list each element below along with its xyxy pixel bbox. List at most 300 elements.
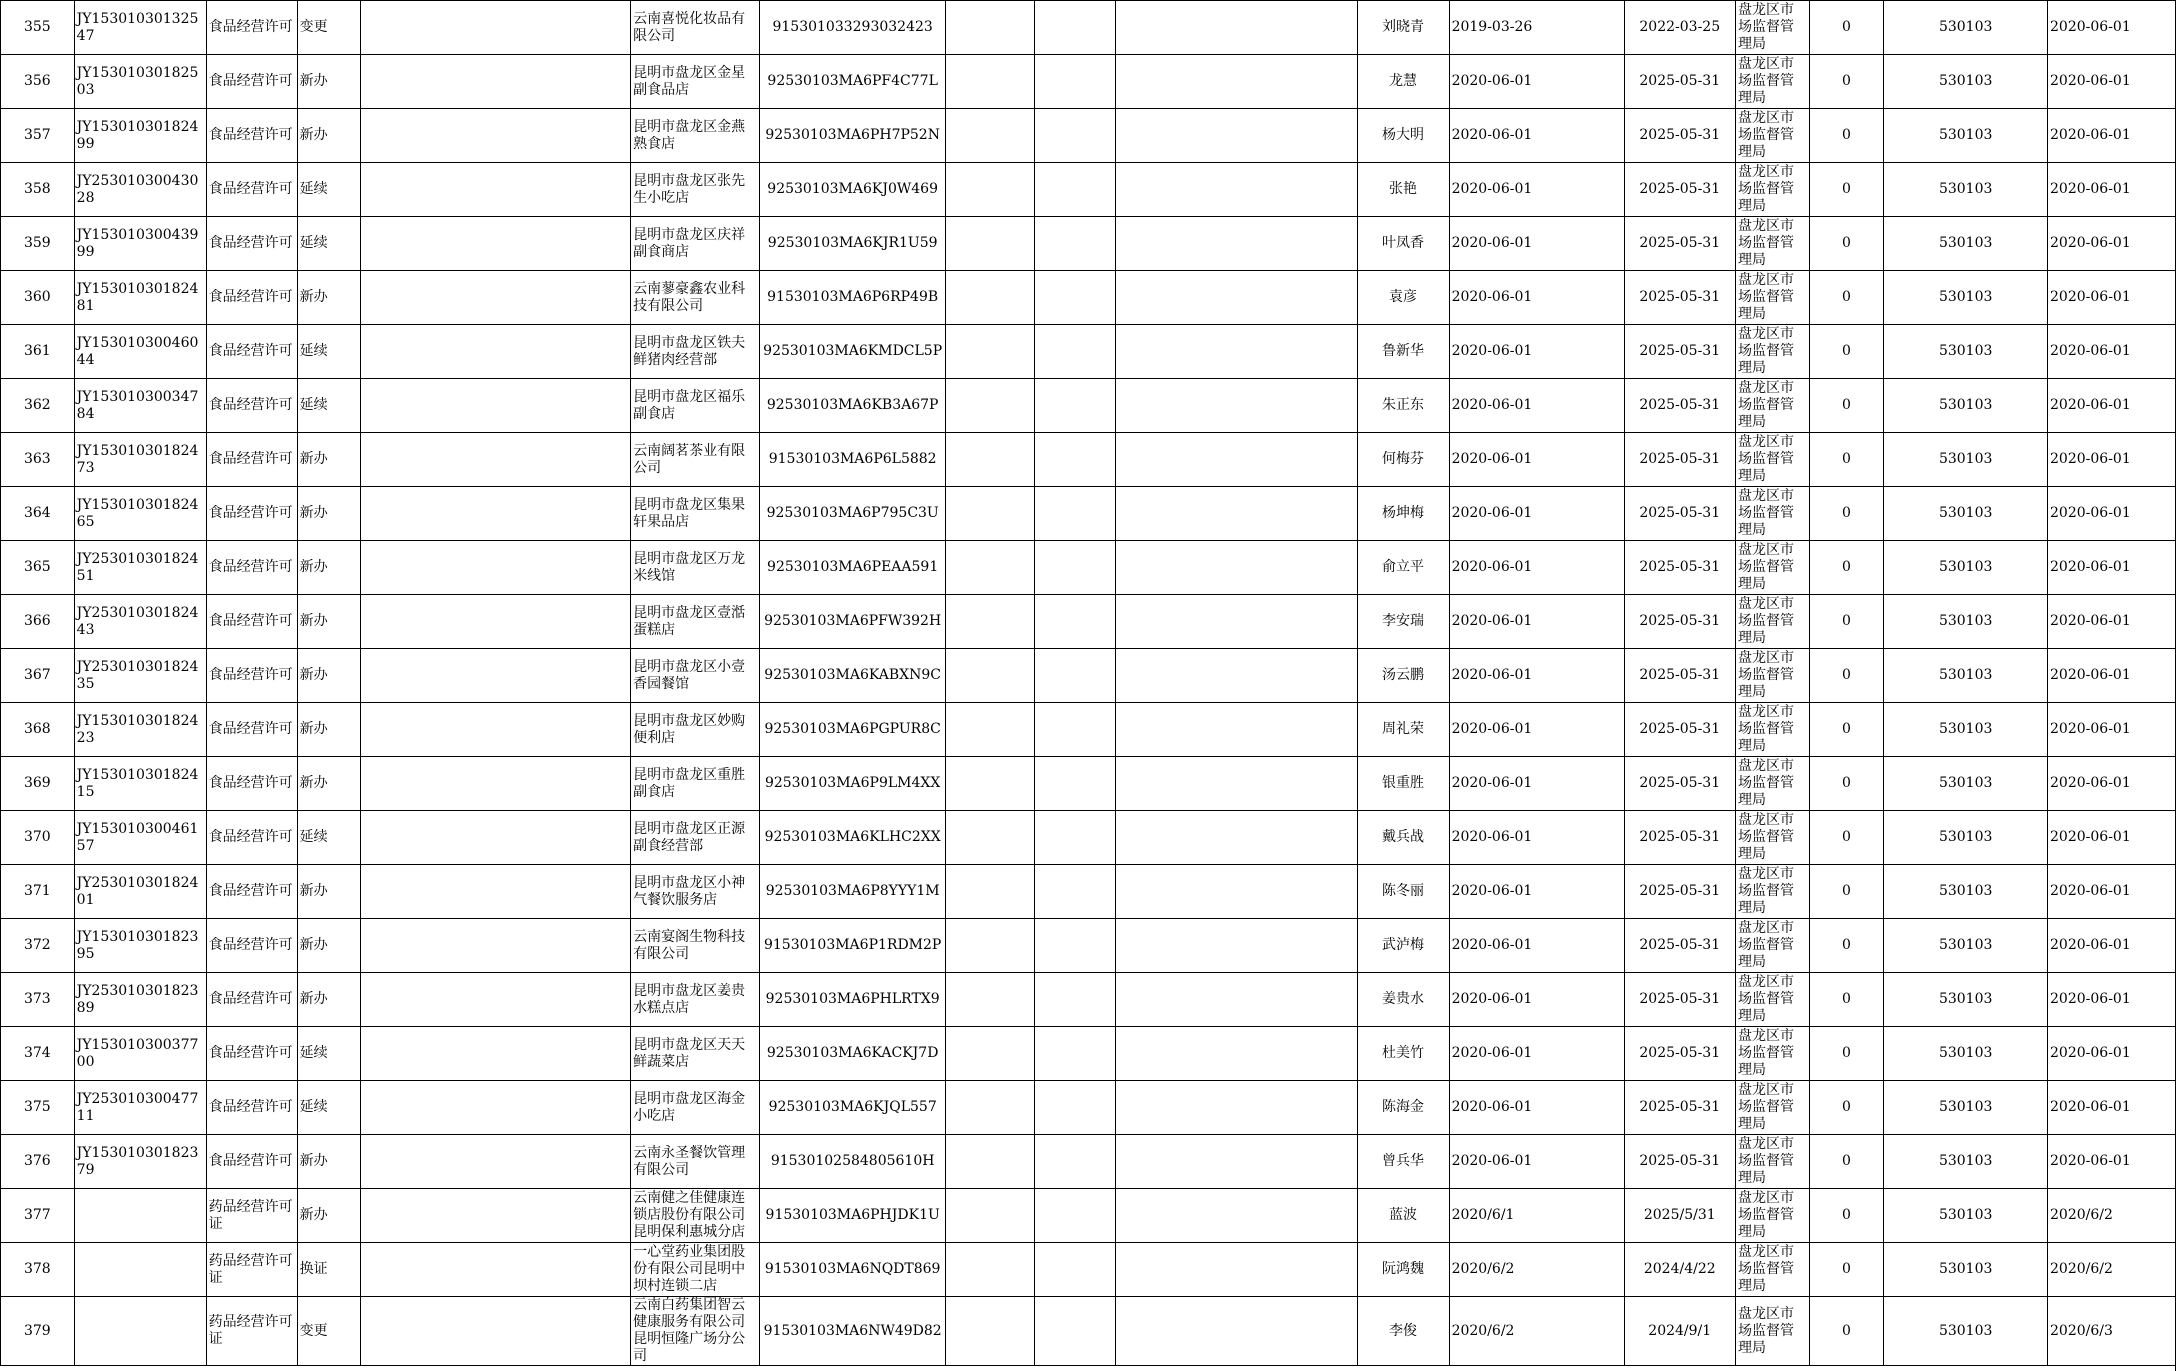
cell-start[interactable]: 2020-06-01 (1449, 595, 1624, 649)
cell-zero[interactable]: 0 (1809, 1, 1884, 55)
cell-code[interactable] (74, 1243, 206, 1297)
cell-org[interactable]: 盘龙区市场监督管理局 (1736, 1243, 1810, 1297)
cell-action[interactable]: 新办 (297, 973, 360, 1027)
cell-person[interactable]: 周礼荣 (1357, 703, 1449, 757)
cell-zero[interactable]: 0 (1809, 811, 1884, 865)
cell-code[interactable]: JY25301030182401 (74, 865, 206, 919)
cell-person[interactable]: 陈海金 (1357, 1081, 1449, 1135)
cell-start[interactable]: 2020-06-01 (1449, 649, 1624, 703)
cell-end[interactable]: 2025-05-31 (1624, 1081, 1736, 1135)
cell-empty[interactable] (946, 379, 1035, 433)
cell-zero[interactable]: 0 (1809, 595, 1884, 649)
cell-zero[interactable]: 0 (1809, 865, 1884, 919)
cell-empty[interactable] (1035, 595, 1116, 649)
cell-no[interactable]: 378 (1, 1243, 75, 1297)
cell-empty[interactable] (1116, 1297, 1357, 1366)
cell-empty[interactable] (946, 1135, 1035, 1189)
cell-zero[interactable]: 0 (1809, 325, 1884, 379)
cell-person[interactable]: 银重胜 (1357, 757, 1449, 811)
cell-empty[interactable] (1116, 109, 1357, 163)
cell-date[interactable]: 2020-06-01 (2048, 703, 2176, 757)
cell-end[interactable]: 2025-05-31 (1624, 811, 1736, 865)
cell-person[interactable]: 俞立平 (1357, 541, 1449, 595)
cell-date[interactable]: 2020-06-01 (2048, 55, 2176, 109)
cell-person[interactable]: 李安瑞 (1357, 595, 1449, 649)
cell-date[interactable]: 2020/6/2 (2048, 1189, 2176, 1243)
cell-area[interactable]: 530103 (1884, 325, 2048, 379)
cell-end[interactable]: 2025-05-31 (1624, 595, 1736, 649)
cell-name[interactable]: 昆明市盘龙区张先生小吃店 (631, 163, 760, 217)
cell-org[interactable]: 盘龙区市场监督管理局 (1736, 973, 1810, 1027)
cell-type[interactable]: 食品经营许可 (206, 1081, 297, 1135)
cell-type[interactable]: 药品经营许可证 (206, 1189, 297, 1243)
cell-start[interactable]: 2020-06-01 (1449, 919, 1624, 973)
cell-org[interactable]: 盘龙区市场监督管理局 (1736, 919, 1810, 973)
cell-credit[interactable]: 92530103MA6P8YYY1M (760, 865, 946, 919)
cell-zero[interactable]: 0 (1809, 163, 1884, 217)
cell-name[interactable]: 昆明市盘龙区小神气餐饮服务店 (631, 865, 760, 919)
cell-date[interactable]: 2020-06-01 (2048, 919, 2176, 973)
cell-area[interactable]: 530103 (1884, 595, 2048, 649)
cell-no[interactable]: 365 (1, 541, 75, 595)
cell-start[interactable]: 2020-06-01 (1449, 541, 1624, 595)
cell-end[interactable]: 2025-05-31 (1624, 379, 1736, 433)
cell-name[interactable]: 云南阔茗茶业有限公司 (631, 433, 760, 487)
cell-org[interactable]: 盘龙区市场监督管理局 (1736, 55, 1810, 109)
cell-empty[interactable] (361, 865, 631, 919)
cell-action[interactable]: 换证 (297, 1243, 360, 1297)
cell-empty[interactable] (1035, 433, 1116, 487)
cell-person[interactable]: 刘晓青 (1357, 1, 1449, 55)
cell-empty[interactable] (946, 109, 1035, 163)
cell-type[interactable]: 食品经营许可 (206, 1027, 297, 1081)
cell-type[interactable]: 食品经营许可 (206, 703, 297, 757)
cell-date[interactable]: 2020/6/2 (2048, 1243, 2176, 1297)
cell-no[interactable]: 361 (1, 325, 75, 379)
cell-area[interactable]: 530103 (1884, 919, 2048, 973)
cell-name[interactable]: 昆明市盘龙区天天鲜蔬菜店 (631, 1027, 760, 1081)
cell-end[interactable]: 2025-05-31 (1624, 865, 1736, 919)
cell-org[interactable]: 盘龙区市场监督管理局 (1736, 541, 1810, 595)
cell-start[interactable]: 2020-06-01 (1449, 433, 1624, 487)
cell-date[interactable]: 2020-06-01 (2048, 433, 2176, 487)
cell-name[interactable]: 昆明市盘龙区铁夫鲜猪肉经营部 (631, 325, 760, 379)
cell-zero[interactable]: 0 (1809, 1189, 1884, 1243)
cell-no[interactable]: 362 (1, 379, 75, 433)
cell-empty[interactable] (361, 1027, 631, 1081)
cell-zero[interactable]: 0 (1809, 379, 1884, 433)
cell-org[interactable]: 盘龙区市场监督管理局 (1736, 811, 1810, 865)
cell-empty[interactable] (1035, 1135, 1116, 1189)
cell-end[interactable]: 2025-05-31 (1624, 487, 1736, 541)
cell-code[interactable]: JY15301030182379 (74, 1135, 206, 1189)
cell-empty[interactable] (1035, 487, 1116, 541)
cell-type[interactable]: 食品经营许可 (206, 55, 297, 109)
cell-name[interactable]: 昆明市盘龙区小壹香园餐馆 (631, 649, 760, 703)
cell-type[interactable]: 食品经营许可 (206, 109, 297, 163)
cell-empty[interactable] (1116, 541, 1357, 595)
cell-end[interactable]: 2025-05-31 (1624, 217, 1736, 271)
cell-action[interactable]: 延续 (297, 163, 360, 217)
cell-person[interactable]: 蓝波 (1357, 1189, 1449, 1243)
cell-name[interactable]: 昆明市盘龙区壹湉蛋糕店 (631, 595, 760, 649)
cell-org[interactable]: 盘龙区市场监督管理局 (1736, 487, 1810, 541)
cell-action[interactable]: 延续 (297, 379, 360, 433)
cell-action[interactable]: 新办 (297, 55, 360, 109)
cell-zero[interactable]: 0 (1809, 919, 1884, 973)
cell-date[interactable]: 2020-06-01 (2048, 109, 2176, 163)
cell-code[interactable]: JY15301030182395 (74, 919, 206, 973)
cell-credit[interactable]: 91530103MA6P6RP49B (760, 271, 946, 325)
cell-type[interactable]: 食品经营许可 (206, 163, 297, 217)
cell-action[interactable]: 新办 (297, 703, 360, 757)
cell-zero[interactable]: 0 (1809, 1081, 1884, 1135)
cell-type[interactable]: 食品经营许可 (206, 379, 297, 433)
cell-org[interactable]: 盘龙区市场监督管理局 (1736, 433, 1810, 487)
cell-empty[interactable] (361, 271, 631, 325)
cell-zero[interactable]: 0 (1809, 217, 1884, 271)
cell-date[interactable]: 2020-06-01 (2048, 973, 2176, 1027)
cell-code[interactable]: JY15301030043999 (74, 217, 206, 271)
cell-zero[interactable]: 0 (1809, 1243, 1884, 1297)
cell-person[interactable]: 曾兵华 (1357, 1135, 1449, 1189)
cell-end[interactable]: 2025-05-31 (1624, 55, 1736, 109)
cell-empty[interactable] (946, 649, 1035, 703)
cell-empty[interactable] (1035, 109, 1116, 163)
cell-end[interactable]: 2025-05-31 (1624, 433, 1736, 487)
cell-start[interactable]: 2020-06-01 (1449, 109, 1624, 163)
cell-code[interactable]: JY15301030182473 (74, 433, 206, 487)
cell-empty[interactable] (1116, 1081, 1357, 1135)
cell-empty[interactable] (361, 649, 631, 703)
cell-empty[interactable] (361, 1189, 631, 1243)
cell-empty[interactable] (946, 163, 1035, 217)
cell-date[interactable]: 2020-06-01 (2048, 649, 2176, 703)
cell-type[interactable]: 食品经营许可 (206, 1, 297, 55)
cell-zero[interactable]: 0 (1809, 487, 1884, 541)
cell-empty[interactable] (1116, 1027, 1357, 1081)
cell-end[interactable]: 2025-05-31 (1624, 109, 1736, 163)
cell-code[interactable]: JY15301030182499 (74, 109, 206, 163)
cell-empty[interactable] (1035, 757, 1116, 811)
cell-code[interactable]: JY25301030182435 (74, 649, 206, 703)
cell-empty[interactable] (1116, 703, 1357, 757)
cell-empty[interactable] (1116, 487, 1357, 541)
cell-code[interactable]: JY15301030182465 (74, 487, 206, 541)
cell-zero[interactable]: 0 (1809, 433, 1884, 487)
cell-start[interactable]: 2020-06-01 (1449, 1135, 1624, 1189)
cell-credit[interactable]: 92530103MA6KB3A67P (760, 379, 946, 433)
cell-empty[interactable] (361, 379, 631, 433)
cell-area[interactable]: 530103 (1884, 271, 2048, 325)
cell-date[interactable]: 2020-06-01 (2048, 1135, 2176, 1189)
cell-name[interactable]: 昆明市盘龙区万龙米线馆 (631, 541, 760, 595)
cell-end[interactable]: 2025-05-31 (1624, 703, 1736, 757)
cell-end[interactable]: 2025-05-31 (1624, 973, 1736, 1027)
cell-empty[interactable] (361, 55, 631, 109)
cell-empty[interactable] (946, 811, 1035, 865)
cell-start[interactable]: 2020-06-01 (1449, 703, 1624, 757)
cell-type[interactable]: 食品经营许可 (206, 973, 297, 1027)
cell-start[interactable]: 2020-06-01 (1449, 55, 1624, 109)
cell-action[interactable]: 延续 (297, 1081, 360, 1135)
cell-name[interactable]: 一心堂药业集团股份有限公司昆明中坝村连锁二店 (631, 1243, 760, 1297)
cell-no[interactable]: 356 (1, 55, 75, 109)
cell-end[interactable]: 2025-05-31 (1624, 1135, 1736, 1189)
cell-action[interactable]: 新办 (297, 433, 360, 487)
cell-person[interactable]: 龙慧 (1357, 55, 1449, 109)
cell-credit[interactable]: 91530103MA6P6L5882 (760, 433, 946, 487)
cell-person[interactable]: 杨大明 (1357, 109, 1449, 163)
cell-area[interactable]: 530103 (1884, 217, 2048, 271)
cell-empty[interactable] (361, 325, 631, 379)
cell-empty[interactable] (946, 703, 1035, 757)
cell-type[interactable]: 药品经营许可证 (206, 1243, 297, 1297)
cell-area[interactable]: 530103 (1884, 811, 2048, 865)
cell-empty[interactable] (1116, 649, 1357, 703)
cell-no[interactable]: 359 (1, 217, 75, 271)
cell-credit[interactable]: 92530103MA6PGPUR8C (760, 703, 946, 757)
cell-empty[interactable] (1035, 1243, 1116, 1297)
cell-person[interactable]: 李俊 (1357, 1297, 1449, 1366)
cell-empty[interactable] (361, 811, 631, 865)
cell-end[interactable]: 2025-05-31 (1624, 649, 1736, 703)
cell-credit[interactable]: 92530103MA6KJQL557 (760, 1081, 946, 1135)
cell-type[interactable]: 食品经营许可 (206, 217, 297, 271)
cell-action[interactable]: 延续 (297, 325, 360, 379)
cell-action[interactable]: 新办 (297, 919, 360, 973)
cell-credit[interactable]: 92530103MA6P9LM4XX (760, 757, 946, 811)
cell-area[interactable]: 530103 (1884, 649, 2048, 703)
cell-empty[interactable] (1116, 325, 1357, 379)
cell-start[interactable]: 2020-06-01 (1449, 1081, 1624, 1135)
cell-empty[interactable] (1035, 649, 1116, 703)
cell-code[interactable]: JY25301030182389 (74, 973, 206, 1027)
cell-zero[interactable]: 0 (1809, 55, 1884, 109)
cell-code[interactable] (74, 1297, 206, 1366)
cell-empty[interactable] (946, 1027, 1035, 1081)
cell-empty[interactable] (1035, 1189, 1116, 1243)
cell-empty[interactable] (1116, 1243, 1357, 1297)
cell-no[interactable]: 374 (1, 1027, 75, 1081)
cell-type[interactable]: 食品经营许可 (206, 433, 297, 487)
cell-start[interactable]: 2020-06-01 (1449, 973, 1624, 1027)
cell-code[interactable]: JY15301030182503 (74, 55, 206, 109)
cell-empty[interactable] (361, 595, 631, 649)
cell-empty[interactable] (361, 109, 631, 163)
cell-type[interactable]: 食品经营许可 (206, 595, 297, 649)
cell-no[interactable]: 377 (1, 1189, 75, 1243)
cell-org[interactable]: 盘龙区市场监督管理局 (1736, 1189, 1810, 1243)
cell-zero[interactable]: 0 (1809, 1027, 1884, 1081)
cell-area[interactable]: 530103 (1884, 379, 2048, 433)
cell-credit[interactable]: 92530103MA6KJ0W469 (760, 163, 946, 217)
cell-person[interactable]: 武泸梅 (1357, 919, 1449, 973)
cell-zero[interactable]: 0 (1809, 757, 1884, 811)
cell-empty[interactable] (946, 1189, 1035, 1243)
cell-empty[interactable] (361, 1297, 631, 1366)
cell-code[interactable]: JY15301030182481 (74, 271, 206, 325)
cell-credit[interactable]: 92530103MA6PHLRTX9 (760, 973, 946, 1027)
cell-zero[interactable]: 0 (1809, 703, 1884, 757)
cell-empty[interactable] (1116, 55, 1357, 109)
cell-no[interactable]: 370 (1, 811, 75, 865)
cell-empty[interactable] (1116, 1189, 1357, 1243)
cell-action[interactable]: 新办 (297, 541, 360, 595)
cell-end[interactable]: 2024/4/22 (1624, 1243, 1736, 1297)
cell-empty[interactable] (946, 595, 1035, 649)
cell-empty[interactable] (946, 1243, 1035, 1297)
cell-start[interactable]: 2020-06-01 (1449, 487, 1624, 541)
cell-credit[interactable]: 92530103MA6KJR1U59 (760, 217, 946, 271)
cell-date[interactable]: 2020-06-01 (2048, 1081, 2176, 1135)
cell-start[interactable]: 2020/6/2 (1449, 1243, 1624, 1297)
cell-area[interactable]: 530103 (1884, 973, 2048, 1027)
cell-credit[interactable]: 92530103MA6KABXN9C (760, 649, 946, 703)
cell-action[interactable]: 新办 (297, 1135, 360, 1189)
cell-credit[interactable]: 91530103MA6NW49D82 (760, 1297, 946, 1366)
cell-name[interactable]: 昆明市盘龙区庆祥副食商店 (631, 217, 760, 271)
cell-action[interactable]: 新办 (297, 595, 360, 649)
cell-area[interactable]: 530103 (1884, 55, 2048, 109)
cell-name[interactable]: 云南喜悦化妆品有限公司 (631, 1, 760, 55)
cell-date[interactable]: 2020-06-01 (2048, 271, 2176, 325)
cell-empty[interactable] (1116, 595, 1357, 649)
cell-person[interactable]: 陈冬丽 (1357, 865, 1449, 919)
cell-date[interactable]: 2020-06-01 (2048, 325, 2176, 379)
cell-date[interactable]: 2020-06-01 (2048, 865, 2176, 919)
cell-code[interactable]: JY15301030034784 (74, 379, 206, 433)
cell-empty[interactable] (1035, 973, 1116, 1027)
cell-person[interactable]: 朱正东 (1357, 379, 1449, 433)
cell-start[interactable]: 2020/6/1 (1449, 1189, 1624, 1243)
cell-org[interactable]: 盘龙区市场监督管理局 (1736, 325, 1810, 379)
cell-area[interactable]: 530103 (1884, 1297, 2048, 1366)
cell-date[interactable]: 2020-06-01 (2048, 541, 2176, 595)
cell-credit[interactable]: 92530103MA6PFW392H (760, 595, 946, 649)
cell-start[interactable]: 2020-06-01 (1449, 325, 1624, 379)
cell-date[interactable]: 2020-06-01 (2048, 163, 2176, 217)
cell-name[interactable]: 昆明市盘龙区集果轩果品店 (631, 487, 760, 541)
cell-person[interactable]: 杜美竹 (1357, 1027, 1449, 1081)
cell-date[interactable]: 2020-06-01 (2048, 379, 2176, 433)
cell-end[interactable]: 2025-05-31 (1624, 163, 1736, 217)
cell-empty[interactable] (946, 1081, 1035, 1135)
cell-start[interactable]: 2020-06-01 (1449, 757, 1624, 811)
cell-credit[interactable]: 92530103MA6PF4C77L (760, 55, 946, 109)
cell-empty[interactable] (361, 973, 631, 1027)
cell-area[interactable]: 530103 (1884, 163, 2048, 217)
cell-start[interactable]: 2019-03-26 (1449, 1, 1624, 55)
cell-empty[interactable] (1035, 1081, 1116, 1135)
cell-start[interactable]: 2020-06-01 (1449, 379, 1624, 433)
cell-org[interactable]: 盘龙区市场监督管理局 (1736, 757, 1810, 811)
cell-org[interactable]: 盘龙区市场监督管理局 (1736, 1135, 1810, 1189)
cell-empty[interactable] (1035, 325, 1116, 379)
cell-end[interactable]: 2025-05-31 (1624, 271, 1736, 325)
cell-zero[interactable]: 0 (1809, 1135, 1884, 1189)
cell-empty[interactable] (361, 487, 631, 541)
cell-empty[interactable] (946, 433, 1035, 487)
cell-credit[interactable]: 915301033293032423 (760, 1, 946, 55)
cell-date[interactable]: 2020-06-01 (2048, 487, 2176, 541)
cell-empty[interactable] (1116, 757, 1357, 811)
cell-credit[interactable]: 92530103MA6KLHC2XX (760, 811, 946, 865)
cell-empty[interactable] (361, 919, 631, 973)
cell-empty[interactable] (1116, 163, 1357, 217)
cell-area[interactable]: 530103 (1884, 1135, 2048, 1189)
cell-date[interactable]: 2020-06-01 (2048, 217, 2176, 271)
cell-no[interactable]: 373 (1, 973, 75, 1027)
cell-empty[interactable] (361, 163, 631, 217)
cell-credit[interactable]: 92530103MA6KACKJ7D (760, 1027, 946, 1081)
cell-date[interactable]: 2020/6/3 (2048, 1297, 2176, 1366)
cell-empty[interactable] (1035, 379, 1116, 433)
cell-zero[interactable]: 0 (1809, 271, 1884, 325)
cell-empty[interactable] (946, 325, 1035, 379)
cell-empty[interactable] (946, 1, 1035, 55)
cell-type[interactable]: 食品经营许可 (206, 649, 297, 703)
cell-empty[interactable] (361, 217, 631, 271)
cell-empty[interactable] (946, 1297, 1035, 1366)
cell-empty[interactable] (361, 703, 631, 757)
cell-name[interactable]: 云南蓼豪鑫农业科技有限公司 (631, 271, 760, 325)
cell-name[interactable]: 昆明市盘龙区正源副食经营部 (631, 811, 760, 865)
cell-code[interactable]: JY15301030182415 (74, 757, 206, 811)
cell-end[interactable]: 2025-05-31 (1624, 919, 1736, 973)
cell-type[interactable]: 食品经营许可 (206, 1135, 297, 1189)
cell-end[interactable]: 2025-05-31 (1624, 541, 1736, 595)
cell-date[interactable]: 2020-06-01 (2048, 1, 2176, 55)
cell-empty[interactable] (1116, 433, 1357, 487)
cell-zero[interactable]: 0 (1809, 649, 1884, 703)
cell-area[interactable]: 530103 (1884, 1027, 2048, 1081)
cell-person[interactable]: 叶凤香 (1357, 217, 1449, 271)
cell-code[interactable]: JY25301030182451 (74, 541, 206, 595)
cell-empty[interactable] (1035, 1, 1116, 55)
cell-code[interactable]: JY15301030132547 (74, 1, 206, 55)
cell-empty[interactable] (1035, 811, 1116, 865)
cell-org[interactable]: 盘龙区市场监督管理局 (1736, 703, 1810, 757)
cell-no[interactable]: 357 (1, 109, 75, 163)
cell-person[interactable]: 袁彦 (1357, 271, 1449, 325)
cell-empty[interactable] (1035, 55, 1116, 109)
cell-date[interactable]: 2020-06-01 (2048, 811, 2176, 865)
cell-action[interactable]: 新办 (297, 487, 360, 541)
cell-empty[interactable] (1035, 865, 1116, 919)
cell-no[interactable]: 369 (1, 757, 75, 811)
cell-org[interactable]: 盘龙区市场监督管理局 (1736, 271, 1810, 325)
cell-empty[interactable] (1035, 271, 1116, 325)
cell-action[interactable]: 新办 (297, 649, 360, 703)
cell-code[interactable]: JY15301030037700 (74, 1027, 206, 1081)
cell-no[interactable]: 371 (1, 865, 75, 919)
cell-action[interactable]: 变更 (297, 1297, 360, 1366)
cell-action[interactable]: 新办 (297, 757, 360, 811)
cell-type[interactable]: 食品经营许可 (206, 919, 297, 973)
cell-org[interactable]: 盘龙区市场监督管理局 (1736, 379, 1810, 433)
cell-name[interactable]: 云南宴阁生物科技有限公司 (631, 919, 760, 973)
cell-start[interactable]: 2020-06-01 (1449, 217, 1624, 271)
cell-empty[interactable] (946, 919, 1035, 973)
cell-org[interactable]: 盘龙区市场监督管理局 (1736, 1, 1810, 55)
cell-person[interactable]: 张艳 (1357, 163, 1449, 217)
cell-date[interactable]: 2020-06-01 (2048, 757, 2176, 811)
cell-org[interactable]: 盘龙区市场监督管理局 (1736, 1081, 1810, 1135)
cell-credit[interactable]: 91530103MA6P1RDM2P (760, 919, 946, 973)
cell-name[interactable]: 昆明市盘龙区妙购便利店 (631, 703, 760, 757)
cell-org[interactable]: 盘龙区市场监督管理局 (1736, 595, 1810, 649)
